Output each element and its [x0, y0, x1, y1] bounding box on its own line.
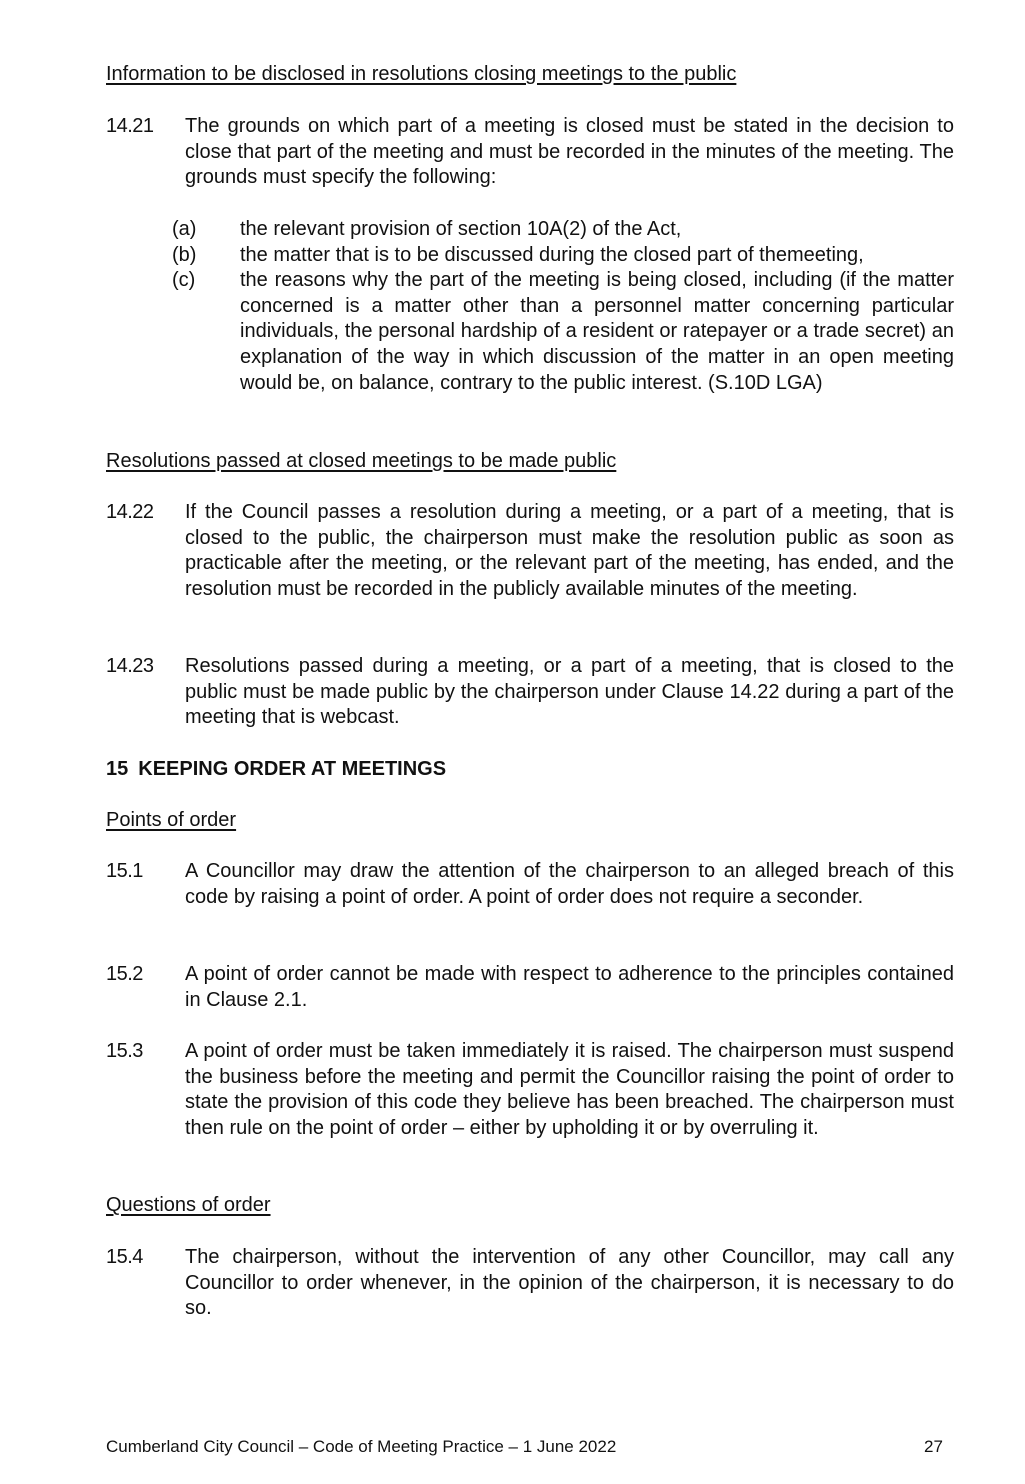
clause-15-1 [106, 859, 954, 910]
clause-number: 15.4 [106, 1246, 143, 1268]
clause-text: A Councillor may draw the attention of the chairperson to an alleged breach of this code by raising a point of order. A point of order does not require a seconder. [185, 860, 954, 908]
heading-info-disclosed: Information to be disclosed in resolutions closing meetings to the public [106, 63, 737, 85]
section-heading [106, 757, 446, 783]
clause-text: If the Council passes a resolution during a meeting, or a part of a meeting, that is closed to the public, the chairperson must make the resolution public as soon as practicable after the meeting, or the relevant part of the meeting, has ended, and the resolution must be recorded in the publicly available minutes of the meeting. [185, 501, 954, 600]
clause-text: Resolutions passed during a meeting, or a part of a meeting, that is closed to the public must be made public by the chairperson under Clause 14.22 during a part of the meeting that is webcast. [185, 655, 954, 729]
clause-14-21-items [172, 217, 954, 396]
clause-number: 15.2 [106, 963, 143, 985]
clause-number: 15.1 [106, 860, 143, 882]
list-item [172, 243, 954, 269]
footer-text: Cumberland City Council – Code of Meeting Practice – 1 June 2022 [106, 1437, 617, 1456]
item-text: the matter that is to be discussed during the closed part of themeeting, [240, 243, 864, 266]
clause-number: 14.21 [106, 115, 154, 137]
clause-text: The chairperson, without the intervention of any other Councillor, may call any Councillor to order whenever, in the opinion of the chairperson, it is necessary to do so. [185, 1246, 954, 1320]
list-item [172, 268, 954, 396]
clause-number: 14.23 [106, 655, 154, 677]
page-number: 27 [924, 1437, 943, 1456]
section-number: 15 [106, 758, 129, 780]
clause-text: A point of order cannot be made with respect to adherence to the principles contained in Clause 2.1. [185, 963, 954, 1011]
heading-resolutions-public: Resolutions passed at closed meetings to be made public [106, 450, 617, 472]
heading-questions-of-order: Questions of order [106, 1194, 271, 1216]
item-text: the reasons why the part of the meeting is being closed, including (if the matter concerned is a matter other than a personnel matter concerning particular individuals, the personal hardship of a resident or ratepayer or a trade secret) an explanation of the way in which discussion of the matter in an open meeting would be, on balance, contrary to the public interest. (S.10D LGA) [240, 269, 954, 394]
clause-15-4 [106, 1245, 954, 1322]
heading-points-of-order: Points of order [106, 809, 237, 831]
item-label: (c) [172, 269, 196, 292]
clause-text: A point of order must be taken immediately it is raised. The chairperson must suspend the business before the meeting and permit the Councillor raising the point of order to state the provision of this code they believe has been breached. The chairperson must then rule on the point of order – either by upholding it or by overruling it. [185, 1040, 954, 1139]
section-title: KEEPING ORDER AT MEETINGS [138, 758, 447, 780]
item-label: (a) [172, 218, 197, 240]
item-text: the relevant provision of section 10A(2) of the Act, [240, 218, 682, 240]
clause-15-2 [106, 962, 954, 1013]
clause-number: 14.22 [106, 501, 154, 523]
clause-14-21 [106, 114, 954, 191]
list-item [172, 217, 954, 243]
item-label: (b) [172, 243, 197, 266]
clause-14-23 [106, 654, 954, 731]
clause-14-22 [106, 500, 954, 602]
clause-number: 15.3 [106, 1040, 143, 1062]
clause-text: The grounds on which part of a meeting is closed must be stated in the decision to close that part of the meeting and must be recorded in the minutes of the meeting. The grounds must specify the following: [185, 115, 954, 189]
clause-15-3 [106, 1039, 954, 1141]
